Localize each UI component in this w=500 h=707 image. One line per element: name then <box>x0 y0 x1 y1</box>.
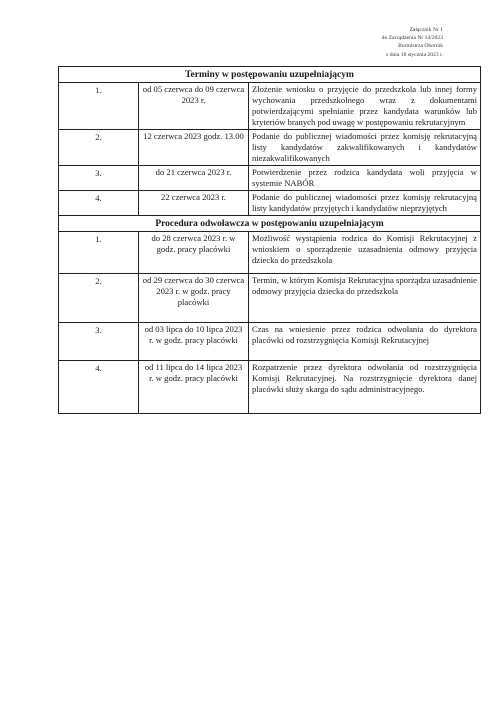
row-description: Złożenie wniosku o przyjęcie do przedszkola lub innej formy wychowania przedszkolnego wraz z dokumentami potwierdzającymi spełnianie przez kandydata warunków lub kryteriów branych pod uwagę w postępowaniu rekrutacyjnym <box>249 83 481 130</box>
row-number: 2. <box>59 274 139 323</box>
row-description: Rozpatrzenie przez dyrektora odwołania od rozstrzygnięcia Komisji Rekrutacyjnej. Na rozstrzygnięcie dyrektora danej placówki służy skarga do sądu administracyjnego. <box>249 361 481 414</box>
row-description: Czas na wniesienie przez rodzica odwołania do dyrektora placówki od rozstrzygnięcia Komisji Rekrutacyjnej <box>249 323 481 361</box>
schedule-table <box>58 66 481 414</box>
table-row <box>59 232 481 274</box>
row-date: do 21 czerwca 2023 r. <box>139 166 249 191</box>
row-date: od 03 lipca do 10 lipca 2023 r. w godz. pracy placówki <box>139 323 249 361</box>
header-line: Załącznik Nr 1 <box>409 27 443 33</box>
row-date: od 29 czerwca do 30 czerwca 2023 r. w godz. pracy placówki <box>139 274 249 323</box>
table-row <box>59 166 481 191</box>
row-date: 12 czerwca 2023 godz. 13.00 <box>139 130 249 166</box>
row-description: Podanie do publicznej wiadomości przez komisję rekrutacyjną listy kandydatów zakwalifikowanych i kandydatów niezakwalifikowanych <box>249 130 481 166</box>
row-date: od 05 czerwca do 09 czerwca 2023 r. <box>139 83 249 130</box>
section-title-terms: Terminy w postępowaniu uzupełniającym <box>59 67 481 83</box>
row-description: Termin, w którym Komisja Rekrutacyjna sporządza uzasadnienie odmowy przyjęcia dziecka do przedszkola <box>249 274 481 323</box>
table-row <box>59 191 481 216</box>
row-date: od 11 lipca do 14 lipca 2023 r. w godz. pracy placówki <box>139 361 249 414</box>
table-row <box>59 361 481 414</box>
row-number: 3. <box>59 166 139 191</box>
row-number: 1. <box>59 232 139 274</box>
table-row <box>59 130 481 166</box>
header-line: z dnia 18 stycznia 2023 r. <box>385 51 443 58</box>
table-row <box>59 274 481 323</box>
header-line: Burmistrza Obornik <box>398 43 443 50</box>
row-date: do 28 czerwca 2023 r. w godz. pracy placówki <box>139 232 249 274</box>
row-description: Możliwość wystąpienia rodzica do Komisji Rekrutacyjnej z wnioskiem o sporządzenie uzasadnienia odmowy przyjęcia dziecka do przedszkola <box>249 232 481 274</box>
section-title-appeal: Procedura odwoławcza w postępowaniu uzupełniającym <box>59 216 481 232</box>
row-description: Potwierdzenie przez rodzica kandydata woli przyjęcia w systemie NABÓR <box>249 166 481 191</box>
row-description: Podanie do publicznej wiadomości przez komisję rekrutacyjną listy kandydatów przyjętych i kandydatów nieprzyjętych <box>249 191 481 216</box>
table-row <box>59 323 481 361</box>
row-number: 1. <box>59 83 139 130</box>
row-number: 3. <box>59 323 139 361</box>
row-number: 2. <box>59 130 139 166</box>
row-number: 4. <box>59 361 139 414</box>
row-date: 22 czerwca 2023 r. <box>139 191 249 216</box>
table-row <box>59 83 481 130</box>
row-number: 4. <box>59 191 139 216</box>
header-line: do Zarządzenia Nr 14/2023 <box>381 35 443 42</box>
attachment-header <box>382 26 443 59</box>
section-header-row <box>59 67 481 83</box>
section-header-row <box>59 216 481 232</box>
